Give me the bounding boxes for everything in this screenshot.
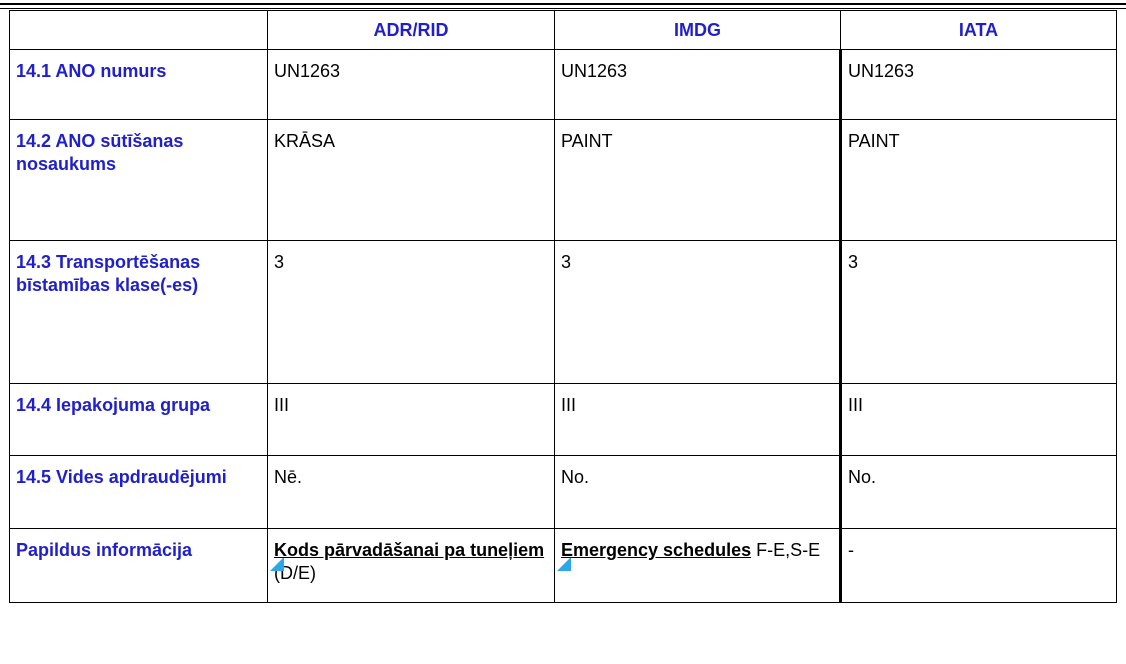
table-header-row [10,11,1117,50]
table-row [10,384,1117,456]
cell-adr-extra [268,529,555,603]
cell-iata: III [841,384,1117,456]
cell-imdg: 3 [555,241,841,384]
row-label: 14.2 ANO sūtīšanas nosaukums [10,120,268,241]
row-label: Papildus informācija [10,529,268,603]
emergency-schedules-value: F-E,S-E [751,540,821,560]
table-row [10,456,1117,529]
cell-imdg: III [555,384,841,456]
cell-adr: 3 [268,241,555,384]
header-iata: IATA [841,11,1117,50]
table-row [10,529,1117,603]
cell-imdg: No. [555,456,841,529]
page-top-rule [0,3,1126,5]
cell-imdg: UN1263 [555,50,841,120]
transport-info-table [9,10,1117,603]
table-row [10,241,1117,384]
cell-iata-extra: - [841,529,1117,603]
cell-iata: 3 [841,241,1117,384]
cell-adr: KRĀSA [268,120,555,241]
cell-iata: No. [841,456,1117,529]
cell-imdg-extra [555,529,841,603]
cell-adr: III [268,384,555,456]
cell-adr: Nē. [268,456,555,529]
cell-adr: UN1263 [268,50,555,120]
header-imdg: IMDG [555,11,841,50]
header-empty [10,11,268,50]
row-label: 14.1 ANO numurs [10,50,268,120]
row-label: 14.4 Iepakojuma grupa [10,384,268,456]
row-label: 14.3 Transportēšanas bīstamības klase(-es) [10,241,268,384]
row-label: 14.5 Vides apdraudējumi [10,456,268,529]
tunnel-code-value: (D/E) [274,563,316,583]
tunnel-code-label: Kods pārvadāšanai pa tuneļiem [274,540,545,560]
emergency-schedules-label: Emergency schedules [561,540,752,560]
cell-imdg: PAINT [555,120,841,241]
table-row [10,50,1117,120]
table-row [10,120,1117,241]
header-adr-rid: ADR/RID [268,11,555,50]
cell-iata: PAINT [841,120,1117,241]
page-top-rule-thin [0,8,1126,9]
cell-iata: UN1263 [841,50,1117,120]
